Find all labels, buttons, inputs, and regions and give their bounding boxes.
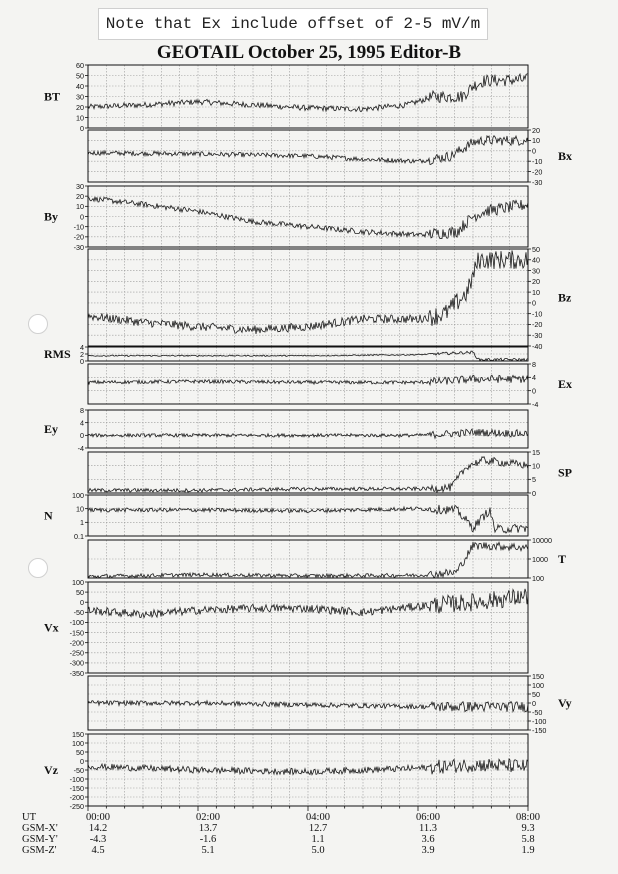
panel-t <box>88 536 566 583</box>
y-tick-label: 0 <box>80 356 84 366</box>
footer-row <box>0 812 618 823</box>
y-tick-label: -200 <box>69 792 84 802</box>
y-tick-label: 8 <box>80 405 84 415</box>
footer-row-label: GSM-Z' <box>22 845 57 856</box>
y-tick-label: 50 <box>532 689 540 699</box>
y-tick-label: -20 <box>532 320 543 330</box>
y-tick-label: 10 <box>532 461 540 471</box>
panel-n <box>44 491 528 541</box>
y-tick-label: -30 <box>73 242 84 252</box>
y-tick-label: -100 <box>532 716 547 726</box>
y-tick-label: -40 <box>532 341 543 351</box>
y-tick-label: 0 <box>532 488 536 498</box>
y-tick-label: 10 <box>532 287 540 297</box>
y-tick-label: 20 <box>76 191 84 201</box>
panel-ey <box>44 406 528 453</box>
panel-label-bt: BT <box>44 89 61 104</box>
footer-value: 1.1 <box>311 834 325 845</box>
panel-label-bx: Bx <box>558 149 573 163</box>
footer-value: 11.3 <box>419 823 437 834</box>
trace-ey <box>88 429 528 438</box>
footer-row-label: GSM-Y' <box>22 834 58 845</box>
footer-row-label: UT <box>22 812 36 823</box>
y-tick-label: 100 <box>72 577 84 587</box>
panel-label-vz: Vz <box>44 763 58 777</box>
y-tick-label: 4 <box>80 342 84 352</box>
y-tick-label: -300 <box>69 658 84 668</box>
offset-note: Note that Ex include offset of 2-5 mV/m <box>98 8 488 40</box>
y-tick-label: 5 <box>532 475 536 485</box>
footer-value: -1.6 <box>199 834 217 845</box>
y-tick-label: 4 <box>80 418 84 428</box>
panel-bx <box>88 126 572 187</box>
footer-value: 04:00 <box>306 812 330 823</box>
y-tick-label: 100 <box>532 573 544 583</box>
panel-label-bz: Bz <box>558 290 572 305</box>
y-tick-label: 0 <box>80 598 84 608</box>
panel-ex <box>88 360 572 409</box>
panel-label-ex: Ex <box>558 377 573 391</box>
y-tick-label: 50 <box>76 71 84 81</box>
y-tick-label: -200 <box>69 638 84 648</box>
y-tick-label: -150 <box>69 628 84 638</box>
y-tick-label: 0 <box>532 386 536 396</box>
footer-value: 14.2 <box>88 823 108 834</box>
y-tick-label: 100 <box>532 680 544 690</box>
panel-label-rms: RMS <box>44 347 71 361</box>
footer-value: 08:00 <box>516 812 540 823</box>
y-tick-label: -10 <box>532 309 543 319</box>
y-tick-label: 10000 <box>532 535 552 545</box>
y-tick-label: 60 <box>76 60 84 70</box>
footer-value: 4.5 <box>91 845 105 856</box>
footer-value: 5.0 <box>311 845 325 856</box>
footer-row <box>0 834 618 845</box>
y-tick-label: 10 <box>76 202 84 212</box>
panel-vx <box>44 578 528 678</box>
y-tick-label: 10 <box>532 136 540 146</box>
y-tick-label: -20 <box>532 167 543 177</box>
y-tick-label: 1000 <box>532 554 548 564</box>
footer-row-label: GSM-X' <box>22 823 58 834</box>
y-tick-label: 40 <box>532 255 540 265</box>
y-tick-label: 100 <box>72 738 84 748</box>
y-tick-label: 8 <box>532 359 536 369</box>
y-tick-label: 15 <box>532 447 540 457</box>
footer-value: 5.8 <box>521 834 535 845</box>
y-tick-label: 2 <box>80 349 84 359</box>
footer-row <box>0 823 618 834</box>
y-tick-label: 0 <box>532 298 536 308</box>
orbit-footer <box>0 812 618 874</box>
y-tick-label: 0 <box>532 698 536 708</box>
y-tick-label: -250 <box>69 801 84 811</box>
panel-label-by: By <box>44 209 59 224</box>
footer-value: 06:00 <box>416 812 440 823</box>
panel-label-ey: Ey <box>44 422 59 436</box>
y-tick-label: 0 <box>80 123 84 133</box>
y-tick-label: -10 <box>532 157 543 166</box>
footer-value: 02:00 <box>196 812 220 823</box>
footer-value: 13.7 <box>198 823 218 834</box>
y-tick-label: -100 <box>69 618 84 628</box>
y-tick-label: 0 <box>80 431 84 441</box>
y-tick-label: -150 <box>532 725 547 735</box>
panel-bt <box>44 61 528 133</box>
y-tick-label: 30 <box>76 181 84 191</box>
y-tick-label: 50 <box>532 244 540 254</box>
y-tick-label: -100 <box>69 774 84 784</box>
panel-sp <box>88 448 572 498</box>
y-tick-label: 40 <box>76 81 84 91</box>
panel-frame <box>88 130 528 182</box>
y-tick-label: 1 <box>80 518 84 528</box>
y-tick-label: -350 <box>69 668 84 678</box>
y-tick-label: -4 <box>532 399 539 409</box>
y-tick-label: -250 <box>69 648 84 658</box>
y-tick-label: 20 <box>76 102 84 112</box>
y-tick-label: 10 <box>76 113 84 123</box>
footer-value: 1.9 <box>521 845 535 856</box>
footer-value: -4.3 <box>89 834 107 845</box>
y-tick-label: 20 <box>532 125 540 135</box>
panel-by <box>44 182 528 252</box>
y-tick-label: 30 <box>532 266 540 276</box>
chart-title: GEOTAIL October 25, 1995 Editor-B <box>156 42 462 63</box>
y-tick-label: 30 <box>76 92 84 102</box>
panel-label-vx: Vx <box>44 620 59 635</box>
y-tick-label: 150 <box>532 671 544 681</box>
y-tick-label: -50 <box>532 707 543 717</box>
panel-vy <box>88 672 572 735</box>
y-tick-label: -30 <box>532 331 543 341</box>
panel-vz <box>44 730 528 811</box>
panel-label-vy: Vy <box>558 696 572 710</box>
footer-value: 3.6 <box>421 834 435 845</box>
y-tick-label: -50 <box>73 765 84 775</box>
y-tick-label: 150 <box>72 729 84 739</box>
y-tick-label: 0 <box>80 212 84 222</box>
y-tick-label: -10 <box>73 222 84 232</box>
y-tick-label: -30 <box>532 177 543 187</box>
footer-value: 00:00 <box>86 812 110 823</box>
y-tick-label: 4 <box>532 373 536 383</box>
y-tick-label: -20 <box>73 232 84 242</box>
panel-label-t: T <box>558 552 567 566</box>
y-tick-label: 0.1 <box>74 531 84 541</box>
footer-value: 5.1 <box>201 845 215 856</box>
footer-value: 9.3 <box>521 823 535 834</box>
y-tick-label: 50 <box>76 747 84 757</box>
panel-label-n: N <box>44 508 53 523</box>
y-tick-label: 100 <box>72 490 84 500</box>
y-tick-label: 0 <box>532 146 536 156</box>
panel-label-sp: SP <box>558 465 573 480</box>
footer-value: 12.7 <box>308 823 328 834</box>
y-tick-label: 0 <box>80 756 84 766</box>
y-tick-label: 50 <box>76 587 84 597</box>
panel-bz <box>88 245 572 351</box>
y-tick-label: -4 <box>77 443 84 453</box>
y-tick-label: 10 <box>76 504 84 514</box>
y-tick-label: 20 <box>532 277 540 287</box>
y-tick-label: -50 <box>73 608 84 618</box>
footer-value: 3.9 <box>421 845 435 856</box>
y-tick-label: -150 <box>69 783 84 793</box>
footer-row <box>0 845 618 856</box>
